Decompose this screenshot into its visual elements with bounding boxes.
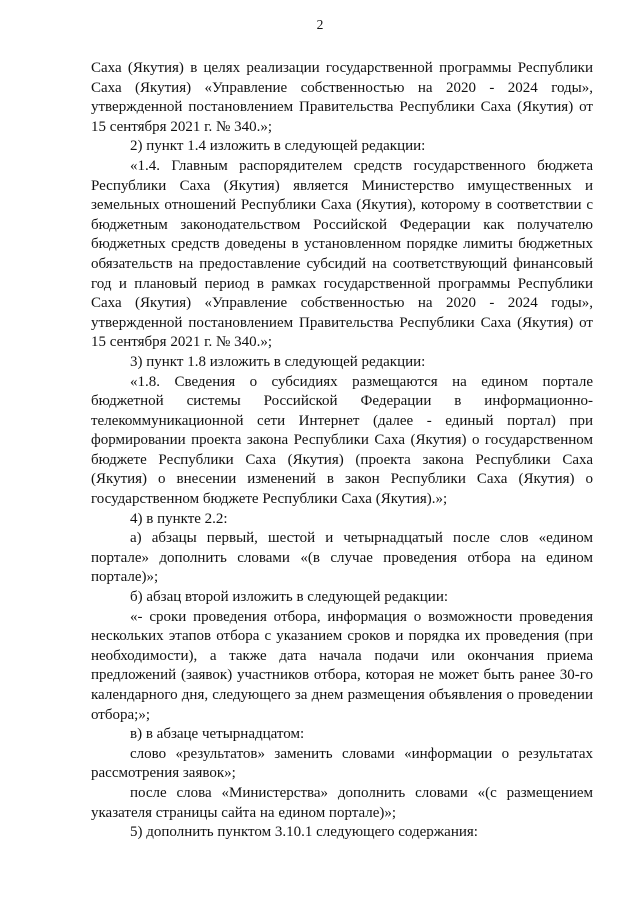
quoted-paragraph-1-4: «1.4. Главным распорядителем средств государственного бюджета Республики Саха (Якутия) является Министерство имущественных и земельных отношений Республики Саха (Якутия), которому в соответствии с бюджетным законодательством Российской Федерации как получателю бюджетных средств доведены в установленном порядке лимиты бюджетных обязательств на предоставление субсидий на соответствующий финансовый год и плановый период в рамках государственной программы Республики Саха (Якутия) «Управление собственностью на 2020 - 2024 годы», утвержденной постановлением Правительства Республики Саха (Якутия) от 15 сентября 2021 г. № 340.»; [91,157,593,351]
page-number: 2 [316,17,324,32]
list-item-3: 3) пункт 1.8 изложить в следующей редакции: [130,353,426,370]
list-item-2: 2) пункт 1.4 изложить в следующей редакции: [130,138,426,155]
quoted-paragraph-1-8: «1.8. Сведения о субсидиях размещаются на едином портале бюджетной системы Российской Федерации в информационно-телекоммуникационной сети Интернет (далее - единый портал) при формировании проекта закона Республики Саха (Якутия) о государственном бюджете Республики Саха (Якутия) (проекта закона Республики Саха (Якутия) о внесении изменений в закон Республики Саха (Якутия) о государственном бюджете Республики Саха (Якутия).»; [91,373,593,508]
list-item-4: 4) в пункте 2.2: [130,510,228,527]
sub-item-b: б) абзац второй изложить в следующей редакции: [130,589,449,606]
list-item-5: 5) дополнить пунктом 3.10.1 следующего содержания: [130,824,478,841]
paragraph-replace-word: слово «результатов» заменить словами «информации о результатах рассмотрения заявок»; [91,745,593,782]
paragraph-add-words: после слова «Министерства» дополнить словами «(с размещением указателя страницы сайта на едином портале)»; [91,784,593,821]
quoted-paragraph-deadlines: «- сроки проведения отбора, информация о возможности проведения нескольких этапов отбора с указанием сроков и порядка их проведения (при необходимости), а также дата начала подачи или окончания приема предложений (заявок) участников отбора, которая не может быть ранее 30-го календарного дня, следующего за днем размещения объявления о проведении отбора;»; [91,608,593,723]
document-body [91,59,593,843]
paragraph-continuation: Саха (Якутия) в целях реализации государственной программы Республики Саха (Якутия) «Управление собственностью на 2020 - 2024 годы», утвержденной постановлением Правительства Республики Саха (Якутия) от 15 сентября 2021 г. № 340.»; [91,60,593,135]
sub-item-c: в) в абзаце четырнадцатом: [130,726,305,743]
sub-item-a: а) абзацы первый, шестой и четырнадцатый после слов «едином портале» дополнить словами «(в случае проведения отбора на едином портале)»; [91,530,593,586]
